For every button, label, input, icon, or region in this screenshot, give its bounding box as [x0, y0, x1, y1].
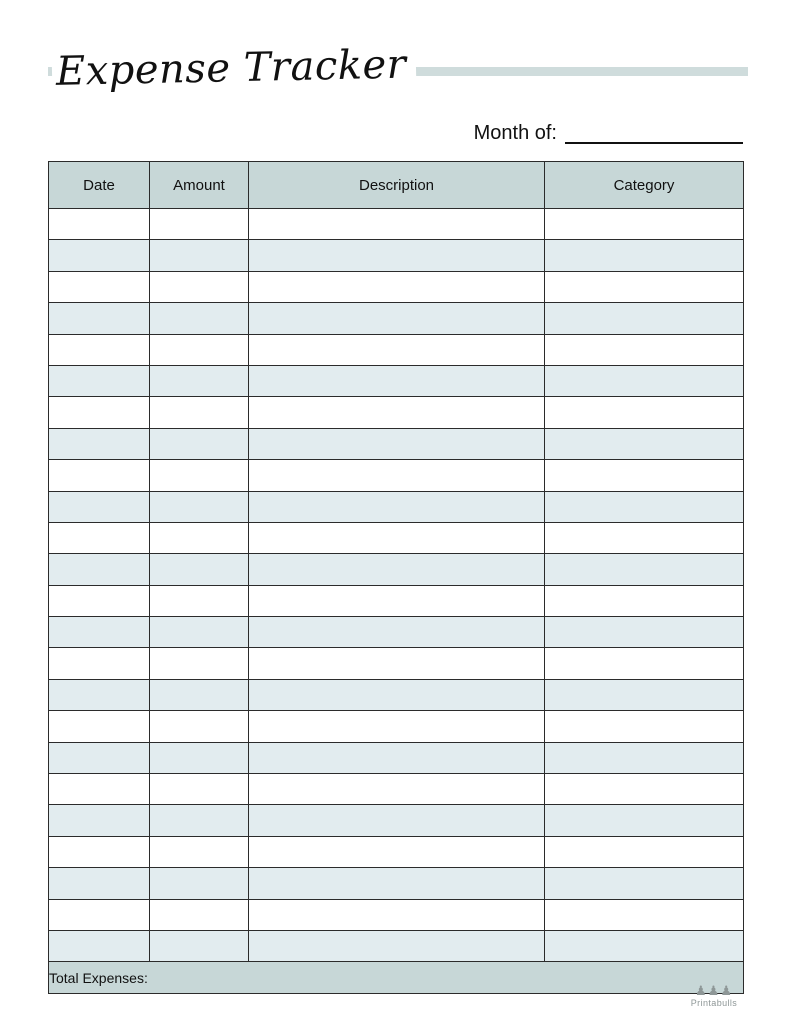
cell-category[interactable] — [545, 868, 744, 899]
table-row[interactable] — [49, 805, 744, 836]
cell-date[interactable] — [49, 617, 150, 648]
cell-category[interactable] — [545, 397, 744, 428]
cell-amount[interactable] — [150, 240, 249, 271]
column-header-date: Date — [49, 162, 150, 209]
cell-date[interactable] — [49, 742, 150, 773]
cell-date[interactable] — [49, 491, 150, 522]
cell-category[interactable] — [545, 711, 744, 742]
cell-date[interactable] — [49, 868, 150, 899]
table-row[interactable] — [49, 617, 744, 648]
cell-description[interactable] — [249, 742, 545, 773]
cell-description[interactable] — [249, 209, 545, 240]
cell-amount[interactable] — [150, 774, 249, 805]
cell-description[interactable] — [249, 836, 545, 867]
brand-name: Printabulls — [690, 998, 738, 1008]
cell-category[interactable] — [545, 805, 744, 836]
cell-description[interactable] — [249, 774, 545, 805]
cell-amount[interactable] — [150, 303, 249, 334]
cell-date[interactable] — [49, 899, 150, 930]
cell-amount[interactable] — [150, 679, 249, 710]
cell-category[interactable] — [545, 554, 744, 585]
cell-category[interactable] — [545, 428, 744, 459]
cell-date[interactable] — [49, 805, 150, 836]
cell-date[interactable] — [49, 774, 150, 805]
column-header-category: Category — [545, 162, 744, 209]
page-title: Expense Tracker — [51, 34, 416, 102]
expense-table — [48, 161, 744, 994]
cell-date[interactable] — [49, 397, 150, 428]
cell-amount[interactable] — [150, 209, 249, 240]
cell-amount[interactable] — [150, 491, 249, 522]
table-row[interactable] — [49, 271, 744, 302]
cell-amount[interactable] — [150, 365, 249, 396]
table-row[interactable] — [49, 930, 744, 961]
cell-description[interactable] — [249, 679, 545, 710]
cell-category[interactable] — [545, 836, 744, 867]
table-row[interactable] — [49, 711, 744, 742]
table-row[interactable] — [49, 774, 744, 805]
cell-description[interactable] — [249, 303, 545, 334]
cell-date[interactable] — [49, 209, 150, 240]
cell-category[interactable] — [545, 271, 744, 302]
cell-date[interactable] — [49, 648, 150, 679]
page-header — [0, 40, 791, 110]
cell-category[interactable] — [545, 930, 744, 961]
table-row[interactable] — [49, 648, 744, 679]
cell-amount[interactable] — [150, 836, 249, 867]
cell-category[interactable] — [545, 334, 744, 365]
table-row[interactable] — [49, 585, 744, 616]
cell-category[interactable] — [545, 522, 744, 553]
cell-description[interactable] — [249, 711, 545, 742]
cell-category[interactable] — [545, 303, 744, 334]
cell-amount[interactable] — [150, 428, 249, 459]
table-row[interactable] — [49, 240, 744, 271]
cell-amount[interactable] — [150, 460, 249, 491]
table-header — [49, 162, 744, 209]
table-row[interactable] — [49, 428, 744, 459]
column-header-description: Description — [249, 162, 545, 209]
cell-description[interactable] — [249, 334, 545, 365]
month-of-input[interactable] — [565, 122, 743, 144]
cell-description[interactable] — [249, 428, 545, 459]
table-row[interactable] — [49, 679, 744, 710]
cell-amount[interactable] — [150, 617, 249, 648]
cell-amount[interactable] — [150, 522, 249, 553]
cell-date[interactable] — [49, 240, 150, 271]
cell-description[interactable] — [249, 554, 545, 585]
cell-date[interactable] — [49, 334, 150, 365]
cell-description[interactable] — [249, 648, 545, 679]
cell-amount[interactable] — [150, 554, 249, 585]
cell-description[interactable] — [249, 365, 545, 396]
table-row[interactable] — [49, 899, 744, 930]
cell-date[interactable] — [49, 679, 150, 710]
cell-description[interactable] — [249, 491, 545, 522]
cell-description[interactable] — [249, 930, 545, 961]
cell-date[interactable] — [49, 836, 150, 867]
total-expenses-row[interactable] — [49, 962, 744, 993]
expense-table-wrapper — [48, 161, 743, 994]
cell-amount[interactable] — [150, 585, 249, 616]
cell-category[interactable] — [545, 679, 744, 710]
cell-amount[interactable] — [150, 711, 249, 742]
month-of-label: Month of: — [473, 122, 557, 144]
cell-description[interactable] — [249, 460, 545, 491]
cell-description[interactable] — [249, 397, 545, 428]
cell-date[interactable] — [49, 428, 150, 459]
cell-category[interactable] — [545, 460, 744, 491]
table-row[interactable] — [49, 836, 744, 867]
table-row[interactable] — [49, 460, 744, 491]
cell-amount[interactable] — [150, 930, 249, 961]
cell-category[interactable] — [545, 774, 744, 805]
table-row[interactable] — [49, 365, 744, 396]
table-row[interactable] — [49, 868, 744, 899]
cell-amount[interactable] — [150, 868, 249, 899]
cell-category[interactable] — [545, 899, 744, 930]
table-row[interactable] — [49, 491, 744, 522]
cell-category[interactable] — [545, 742, 744, 773]
cell-description[interactable] — [249, 805, 545, 836]
table-body — [49, 209, 744, 962]
cell-category[interactable] — [545, 648, 744, 679]
cell-date[interactable] — [49, 460, 150, 491]
cell-amount[interactable] — [150, 334, 249, 365]
table-footer — [49, 962, 744, 993]
cell-category[interactable] — [545, 365, 744, 396]
cell-category[interactable] — [545, 491, 744, 522]
cell-date[interactable] — [49, 303, 150, 334]
cell-category[interactable] — [545, 585, 744, 616]
cell-description[interactable] — [249, 522, 545, 553]
brand-logo — [679, 984, 749, 1008]
cell-category[interactable] — [545, 209, 744, 240]
cell-amount[interactable] — [150, 742, 249, 773]
cell-amount[interactable] — [150, 271, 249, 302]
cell-amount[interactable] — [150, 397, 249, 428]
cell-date[interactable] — [49, 711, 150, 742]
bull-icon: ♟♟♟ — [695, 983, 733, 998]
cell-description[interactable] — [249, 617, 545, 648]
month-of-field[interactable] — [474, 122, 743, 144]
table-row[interactable] — [49, 397, 744, 428]
cell-description[interactable] — [249, 240, 545, 271]
cell-category[interactable] — [545, 240, 744, 271]
cell-amount[interactable] — [150, 805, 249, 836]
table-row[interactable] — [49, 522, 744, 553]
cell-date[interactable] — [49, 930, 150, 961]
total-expenses-label[interactable]: Total Expenses: — [49, 962, 744, 993]
cell-description[interactable] — [249, 899, 545, 930]
table-row[interactable] — [49, 334, 744, 365]
cell-amount[interactable] — [150, 648, 249, 679]
cell-description[interactable] — [249, 585, 545, 616]
cell-amount[interactable] — [150, 899, 249, 930]
cell-date[interactable] — [49, 365, 150, 396]
cell-date[interactable] — [49, 271, 150, 302]
cell-date[interactable] — [49, 522, 150, 553]
table-header-row — [49, 162, 744, 209]
table-row[interactable] — [49, 209, 744, 240]
table-row[interactable] — [49, 554, 744, 585]
cell-date[interactable] — [49, 585, 150, 616]
cell-description[interactable] — [249, 868, 545, 899]
column-header-amount: Amount — [150, 162, 249, 209]
table-row[interactable] — [49, 742, 744, 773]
table-row[interactable] — [49, 303, 744, 334]
cell-category[interactable] — [545, 617, 744, 648]
cell-date[interactable] — [49, 554, 150, 585]
cell-description[interactable] — [249, 271, 545, 302]
